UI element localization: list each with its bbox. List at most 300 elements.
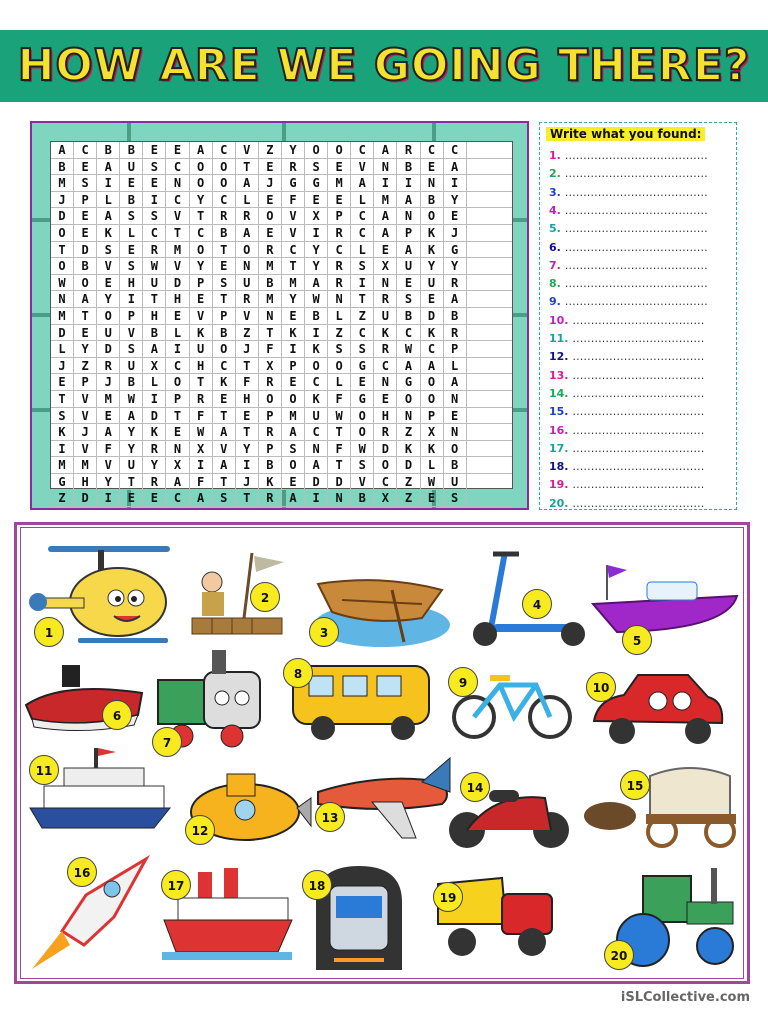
wordsearch-cell: E xyxy=(421,159,444,176)
wordsearch-cell: R xyxy=(374,341,397,358)
wordsearch-cell: M xyxy=(51,308,74,325)
wordsearch-cell: A xyxy=(143,341,166,358)
answer-line[interactable] xyxy=(549,186,708,199)
wordsearch-cell: S xyxy=(143,159,166,176)
wordsearch-cell: C xyxy=(328,242,351,259)
wordsearch-cell: N xyxy=(166,441,189,458)
wordsearch-cell: C xyxy=(351,325,374,342)
wordsearch-cell: N xyxy=(374,159,397,176)
wordsearch-cell: C xyxy=(213,358,236,375)
answer-dots: ………………………………… xyxy=(564,203,708,217)
wordsearch-cell: A xyxy=(351,175,374,192)
wordsearch-cell: N xyxy=(397,408,420,425)
wordsearch-cell: F xyxy=(190,474,213,491)
wordsearch-cell: I xyxy=(120,291,143,308)
wordsearch-cell: N xyxy=(236,258,259,275)
wordsearch-cell: P xyxy=(282,358,305,375)
answer-number: 11. xyxy=(549,332,569,345)
footer-watermark: iSLCollective.com xyxy=(620,990,750,1005)
answer-line[interactable] xyxy=(549,424,704,437)
wordsearch-cell: O xyxy=(213,159,236,176)
wordsearch-cell: M xyxy=(328,175,351,192)
wordsearch-cell: L xyxy=(351,192,374,209)
wordsearch-cell: E xyxy=(444,408,467,425)
wordsearch-cell: L xyxy=(120,225,143,242)
wordsearch-cell: I xyxy=(143,192,166,209)
answer-dots: ……………………………… xyxy=(572,441,705,455)
wordsearch-cell: M xyxy=(282,408,305,425)
picture-number: 3 xyxy=(309,617,339,647)
wordsearch-cell: C xyxy=(305,424,328,441)
wordsearch-cell: C xyxy=(351,208,374,225)
answer-dots: ……………………………… xyxy=(572,313,705,327)
wordsearch-cell: S xyxy=(213,275,236,292)
wordsearch-cell: P xyxy=(444,341,467,358)
wordsearch-cell: A xyxy=(305,457,328,474)
wagon-picture xyxy=(580,766,745,851)
wordsearch-cell: C xyxy=(213,192,236,209)
wordsearch-cell: N xyxy=(374,275,397,292)
wordsearch-cell: R xyxy=(328,258,351,275)
wordsearch-row xyxy=(51,192,512,209)
wordsearch-cell: T xyxy=(236,424,259,441)
wordsearch-cell: K xyxy=(282,325,305,342)
wordsearch-cell: C xyxy=(166,192,189,209)
wordsearch-row xyxy=(51,341,512,358)
wordsearch-cell: T xyxy=(236,159,259,176)
wordsearch-cell: R xyxy=(143,242,166,259)
wordsearch-cell: W xyxy=(120,391,143,408)
wordsearch-cell: M xyxy=(374,192,397,209)
wordsearch-cell: F xyxy=(259,341,282,358)
speedboat-picture xyxy=(587,560,745,645)
wordsearch-cell: A xyxy=(282,424,305,441)
wordsearch-cell: F xyxy=(236,374,259,391)
wordsearch-cell: A xyxy=(213,424,236,441)
wordsearch-cell: C xyxy=(166,358,189,375)
wordsearch-cell: P xyxy=(328,208,351,225)
wordsearch-cell: E xyxy=(74,159,97,176)
picture-number: 7 xyxy=(152,727,182,757)
answer-number: 5. xyxy=(549,222,561,236)
wordsearch-cell: H xyxy=(74,474,97,491)
answer-number: 13. xyxy=(549,368,569,382)
wordsearch-cell: F xyxy=(282,192,305,209)
wordsearch-cell: A xyxy=(374,142,397,159)
wordsearch-row xyxy=(51,424,512,441)
answer-line[interactable] xyxy=(549,204,708,217)
wordsearch-cell: T xyxy=(166,225,189,242)
answer-line[interactable] xyxy=(549,332,704,345)
wordsearch-cell: P xyxy=(259,408,282,425)
wordsearch-cell: Y xyxy=(143,457,166,474)
answer-dots: ……………………………… xyxy=(572,368,705,382)
wordsearch-row xyxy=(51,225,512,242)
wordsearch-cell: C xyxy=(282,242,305,259)
wordsearch-cell: N xyxy=(328,291,351,308)
wordsearch-cell: A xyxy=(236,225,259,242)
wordsearch-grid xyxy=(50,141,513,506)
wordsearch-cell: Z xyxy=(328,325,351,342)
wordsearch-cell: T xyxy=(282,258,305,275)
wordsearch-cell: O xyxy=(328,142,351,159)
wordsearch-cell: R xyxy=(282,159,305,176)
wordsearch-cell: E xyxy=(328,159,351,176)
wordsearch-cell: E xyxy=(74,225,97,242)
wordsearch-cell: U xyxy=(374,308,397,325)
wordsearch-cell: R xyxy=(236,208,259,225)
wordsearch-cell: E xyxy=(351,374,374,391)
wordsearch-cell: V xyxy=(166,258,189,275)
answer-number: 19. xyxy=(549,478,569,492)
wordsearch-cell: I xyxy=(190,457,213,474)
wordsearch-cell: C xyxy=(397,325,420,342)
answer-line[interactable] xyxy=(549,259,708,272)
wordsearch-cell: M xyxy=(51,457,74,474)
wordsearch-cell: B xyxy=(120,192,143,209)
wordsearch-cell: I xyxy=(397,175,420,192)
wordsearch-cell: U xyxy=(397,258,420,275)
wordsearch-row xyxy=(51,308,512,325)
answer-number: 17. xyxy=(549,441,569,455)
wordsearch-cell: U xyxy=(190,341,213,358)
answer-line[interactable] xyxy=(549,497,704,510)
wordsearch-cell: C xyxy=(374,474,397,491)
wordsearch-cell: S xyxy=(213,490,236,507)
page-title: HOW ARE WE GOING THERE? xyxy=(17,40,751,91)
answer-dots: ………………………………… xyxy=(564,295,708,309)
wordsearch-row xyxy=(51,391,512,408)
wordsearch-cell: E xyxy=(259,225,282,242)
picture-number: 10 xyxy=(586,672,616,702)
picture-number: 6 xyxy=(102,700,132,730)
wordsearch-cell: E xyxy=(444,208,467,225)
wordsearch-cell: R xyxy=(259,490,282,507)
wordsearch-cell: J xyxy=(51,358,74,375)
wordsearch-cell: F xyxy=(328,441,351,458)
wordsearch-cell: S xyxy=(120,258,143,275)
wordsearch-cell: D xyxy=(51,208,74,225)
wordsearch-cell: D xyxy=(305,474,328,491)
answer-line[interactable] xyxy=(549,314,704,327)
wordsearch-cell: B xyxy=(51,159,74,176)
wordsearch-row xyxy=(51,441,512,458)
wordsearch-cell: O xyxy=(190,242,213,259)
wordsearch-cell: K xyxy=(374,325,397,342)
wordsearch-cell: K xyxy=(397,441,420,458)
wordsearch-cell: E xyxy=(97,408,120,425)
answer-dots: ………………………………… xyxy=(564,167,708,181)
wordsearch-cell: C xyxy=(143,225,166,242)
answer-number: 3. xyxy=(549,185,561,199)
wordsearch-cell: N xyxy=(397,208,420,225)
wordsearch-cell: J xyxy=(259,175,282,192)
answer-line[interactable] xyxy=(549,350,704,363)
wordsearch-cell: Y xyxy=(236,441,259,458)
wordsearch-cell: C xyxy=(421,142,444,159)
wordsearch-cell: G xyxy=(51,474,74,491)
wordsearch-cell: A xyxy=(120,408,143,425)
wordsearch-cell: O xyxy=(213,341,236,358)
wordsearch-cell: B xyxy=(143,325,166,342)
wordsearch-cell: O xyxy=(236,242,259,259)
picture-number: 13 xyxy=(315,802,345,832)
picture-number: 16 xyxy=(67,857,97,887)
raft-picture xyxy=(172,548,300,644)
answer-line[interactable] xyxy=(549,277,708,290)
wordsearch-cell: E xyxy=(421,291,444,308)
wordsearch-cell: A xyxy=(444,374,467,391)
answer-dots: ………………………………… xyxy=(564,222,708,236)
wordsearch-cell: A xyxy=(97,159,120,176)
wordsearch-cell: O xyxy=(421,374,444,391)
wordsearch-cell: C xyxy=(305,374,328,391)
wordsearch-cell: P xyxy=(74,374,97,391)
wordsearch-cell: L xyxy=(236,192,259,209)
wordsearch-cell: W xyxy=(421,474,444,491)
wordsearch-cell: E xyxy=(74,325,97,342)
answer-dots: ……………………………… xyxy=(572,332,705,345)
wordsearch-cell: E xyxy=(282,308,305,325)
wordsearch-cell: Y xyxy=(305,258,328,275)
wordsearch-row xyxy=(51,474,512,491)
wordsearch-cell: S xyxy=(120,341,143,358)
picture-number: 20 xyxy=(604,940,634,970)
wordsearch-cell: B xyxy=(120,374,143,391)
wordsearch-cell: I xyxy=(143,391,166,408)
picture-number: 2 xyxy=(250,582,280,612)
wordsearch-cell: C xyxy=(444,142,467,159)
wordsearch-cell: S xyxy=(120,208,143,225)
answer-number: 7. xyxy=(549,258,561,272)
answer-dots: ………………………………… xyxy=(564,258,708,272)
wordsearch-cell: P xyxy=(259,441,282,458)
wordsearch-cell: M xyxy=(51,175,74,192)
picture-number: 19 xyxy=(433,882,463,912)
wordsearch-cell: V xyxy=(166,208,189,225)
answer-line[interactable] xyxy=(549,295,708,308)
wordsearch-cell: M xyxy=(282,275,305,292)
wordsearch-cell: E xyxy=(282,474,305,491)
wordsearch-cell: G xyxy=(397,374,420,391)
answer-dots: ………………………………… xyxy=(564,240,708,254)
wordsearch-cell: W xyxy=(305,291,328,308)
wordsearch-cell: J xyxy=(97,374,120,391)
wordsearch-cell: U xyxy=(444,474,467,491)
wordsearch-cell: S xyxy=(305,159,328,176)
wordsearch-cell: I xyxy=(351,275,374,292)
wordsearch-cell: N xyxy=(444,424,467,441)
wordsearch-cell: Y xyxy=(74,341,97,358)
wordsearch-cell: A xyxy=(374,208,397,225)
wordsearch-cell: U xyxy=(143,275,166,292)
wordsearch-cell: B xyxy=(444,308,467,325)
wordsearch-cell: K xyxy=(213,374,236,391)
wordsearch-cell: U xyxy=(120,358,143,375)
wordsearch-cell: S xyxy=(444,490,467,507)
wordsearch-cell: L xyxy=(351,242,374,259)
wordsearch-cell: R xyxy=(374,291,397,308)
wordsearch-cell: A xyxy=(213,457,236,474)
wordsearch-cell: G xyxy=(282,175,305,192)
wordsearch-row xyxy=(51,208,512,225)
answer-line[interactable] xyxy=(549,222,708,235)
wordsearch-cell: W xyxy=(397,341,420,358)
answer-line[interactable] xyxy=(549,442,704,455)
wordsearch-cell: T xyxy=(143,291,166,308)
wordsearch-cell: D xyxy=(51,325,74,342)
wordsearch-cell: L xyxy=(421,457,444,474)
wordsearch-cell: R xyxy=(444,275,467,292)
wordsearch-cell: H xyxy=(166,291,189,308)
wordsearch-cell: K xyxy=(421,441,444,458)
wordsearch-row xyxy=(51,159,512,176)
wordsearch-cell: C xyxy=(213,142,236,159)
wordsearch-cell: R xyxy=(374,424,397,441)
answer-line[interactable] xyxy=(549,149,708,162)
wordsearch-cell: K xyxy=(421,325,444,342)
wordsearch-cell: P xyxy=(166,391,189,408)
answer-number: 18. xyxy=(549,460,569,474)
wordsearch-cell: O xyxy=(282,391,305,408)
answer-line[interactable] xyxy=(549,460,704,473)
wordsearch-cell: Y xyxy=(282,291,305,308)
wordsearch-cell: L xyxy=(328,374,351,391)
wordsearch-cell: Z xyxy=(259,142,282,159)
wordsearch-cell: A xyxy=(97,208,120,225)
wordsearch-cell: C xyxy=(421,341,444,358)
wordsearch-cell: R xyxy=(236,291,259,308)
wordsearch-cell: B xyxy=(213,325,236,342)
wordsearch-cell: T xyxy=(213,291,236,308)
picture-number: 5 xyxy=(622,625,652,655)
wordsearch-cell: B xyxy=(213,225,236,242)
wordsearch-cell: E xyxy=(397,275,420,292)
wordsearch-cell: A xyxy=(421,358,444,375)
wordsearch-cell: X xyxy=(374,258,397,275)
wordsearch-cell: Z xyxy=(397,490,420,507)
picture-number: 12 xyxy=(185,815,215,845)
wordsearch-cell: V xyxy=(351,159,374,176)
wordsearch-cell: C xyxy=(166,490,189,507)
wordsearch-cell: P xyxy=(120,308,143,325)
wordsearch-cell: L xyxy=(328,308,351,325)
wordsearch-cell: E xyxy=(190,291,213,308)
answer-line[interactable] xyxy=(549,387,704,400)
wordsearch-cell: S xyxy=(351,457,374,474)
wordsearch-cell: E xyxy=(328,192,351,209)
wordsearch-cell: V xyxy=(120,325,143,342)
wordsearch-cell: P xyxy=(397,225,420,242)
wordsearch-cell: N xyxy=(374,374,397,391)
wordsearch-cell: V xyxy=(351,474,374,491)
answer-dots: ……………………………… xyxy=(572,478,705,492)
wordsearch-cell: Y xyxy=(444,258,467,275)
wordsearch-cell: O xyxy=(74,275,97,292)
wordsearch-row xyxy=(51,408,512,425)
wordsearch-cell: T xyxy=(236,358,259,375)
wordsearch-cell: E xyxy=(213,258,236,275)
answer-dots: ………………………………… xyxy=(564,185,708,199)
wordsearch-cell: E xyxy=(259,192,282,209)
wordsearch-cell: N xyxy=(259,308,282,325)
wordsearch-cell: D xyxy=(74,242,97,259)
wordsearch-cell: M xyxy=(97,391,120,408)
picture-number: 8 xyxy=(283,658,313,688)
picture-number: 15 xyxy=(620,770,650,800)
wordsearch-cell: E xyxy=(120,242,143,259)
wordsearch-cell: B xyxy=(259,275,282,292)
wordsearch-cell: K xyxy=(259,474,282,491)
wordsearch-cell: I xyxy=(374,175,397,192)
wordsearch-cell: I xyxy=(236,457,259,474)
wordsearch-cell: R xyxy=(259,374,282,391)
wordsearch-cell: V xyxy=(236,142,259,159)
wordsearch-cell: U xyxy=(97,325,120,342)
wordsearch-row xyxy=(51,142,512,159)
answer-line[interactable] xyxy=(549,369,704,382)
wordsearch-cell: J xyxy=(236,474,259,491)
wordsearch-cell: R xyxy=(97,358,120,375)
answer-line[interactable] xyxy=(549,241,708,254)
wordsearch-cell: A xyxy=(282,490,305,507)
wordsearch-cell: B xyxy=(74,258,97,275)
wordsearch-cell: S xyxy=(74,175,97,192)
wordsearch-cell: Y xyxy=(444,192,467,209)
wordsearch-cell: X xyxy=(259,358,282,375)
wordsearch-cell: K xyxy=(51,424,74,441)
answer-dots: ……………………………… xyxy=(572,386,705,400)
wordsearch-cell: E xyxy=(74,208,97,225)
wordsearch-cell: V xyxy=(282,225,305,242)
answer-line[interactable] xyxy=(549,478,704,491)
answer-dots: ……………………………… xyxy=(572,460,705,474)
wordsearch-cell: O xyxy=(190,159,213,176)
answer-dots: ……………………………… xyxy=(572,405,705,419)
wordsearch-cell: B xyxy=(351,490,374,507)
wordsearch-cell: A xyxy=(305,275,328,292)
picture-number: 1 xyxy=(34,617,64,647)
wordsearch-cell: E xyxy=(143,175,166,192)
wordsearch-cell: M xyxy=(166,242,189,259)
wordsearch-cell: R xyxy=(328,275,351,292)
wordsearch-row xyxy=(51,358,512,375)
wordsearch-cell: D xyxy=(328,474,351,491)
answer-number: 4. xyxy=(549,203,561,217)
wordsearch-cell: A xyxy=(166,474,189,491)
wordsearch-cell: I xyxy=(444,175,467,192)
wordsearch-cell: F xyxy=(328,391,351,408)
answer-line[interactable] xyxy=(549,405,704,418)
wordsearch-cell: T xyxy=(213,242,236,259)
wordsearch-cell: V xyxy=(97,258,120,275)
wordsearch-cell: K xyxy=(421,225,444,242)
wordsearch-row xyxy=(51,258,512,275)
wordsearch-cell: O xyxy=(259,391,282,408)
wordsearch-cell: A xyxy=(51,142,74,159)
wordsearch-cell: T xyxy=(120,474,143,491)
wordsearch-cell: C xyxy=(351,225,374,242)
wordsearch-cell: A xyxy=(190,142,213,159)
answer-line[interactable] xyxy=(549,167,708,180)
wordsearch-cell: A xyxy=(444,159,467,176)
wordsearch-cell: A xyxy=(397,192,420,209)
wordsearch-cell: G xyxy=(351,391,374,408)
wordsearch-cell: E xyxy=(374,242,397,259)
wordsearch-cell: R xyxy=(143,474,166,491)
wordsearch-cell: E xyxy=(305,192,328,209)
wordsearch-cell: J xyxy=(74,424,97,441)
